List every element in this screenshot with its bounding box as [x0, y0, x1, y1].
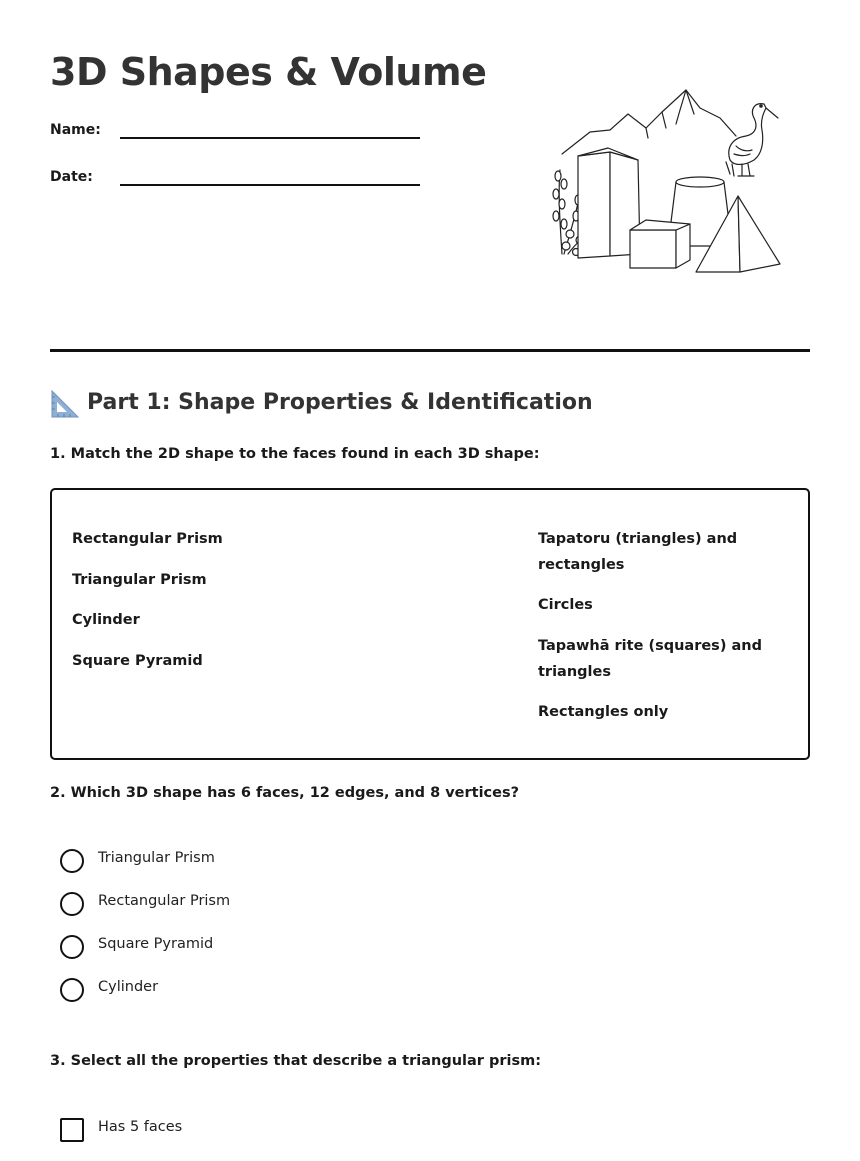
- q2-option-label: Square Pyramid: [98, 936, 214, 952]
- date-field: [50, 169, 420, 199]
- checkbox[interactable]: [60, 1118, 84, 1142]
- match-shape-item[interactable]: Square Pyramid: [72, 653, 203, 669]
- matching-box: [50, 488, 810, 760]
- name-label: Name:: [50, 122, 101, 138]
- part1-heading: [50, 388, 810, 420]
- worksheet-title: 3D Shapes & Volume: [50, 50, 487, 94]
- q2-option[interactable]: [60, 977, 460, 1003]
- match-shape-item[interactable]: Rectangular Prism: [72, 531, 223, 547]
- q2-option[interactable]: [60, 848, 460, 874]
- date-label: Date:: [50, 169, 93, 185]
- q2-option[interactable]: [60, 891, 460, 917]
- part1-heading-text: Part 1: Shape Properties & Identification: [87, 390, 593, 415]
- match-face-item[interactable]: Circles: [538, 597, 593, 613]
- name-line[interactable]: [120, 137, 420, 139]
- q2-option[interactable]: [60, 934, 460, 960]
- match-face-item[interactable]: Rectangles only: [538, 704, 669, 720]
- q2-option-label: Rectangular Prism: [98, 893, 231, 909]
- match-face-item[interactable]: Tapawhā rite (squares) and triangles: [538, 638, 762, 680]
- match-shape-item[interactable]: Cylinder: [72, 612, 140, 628]
- question-3-prompt: 3. Select all the properties that describe a triangular prism:: [50, 1053, 542, 1069]
- radio-button[interactable]: [60, 849, 84, 873]
- date-line[interactable]: [120, 184, 420, 186]
- heron-bird-shape: [726, 104, 778, 176]
- q2-option-label: Cylinder: [98, 979, 159, 995]
- radio-button[interactable]: [60, 935, 84, 959]
- q2-option-label: Triangular Prism: [98, 850, 215, 866]
- mountain-shape: [562, 90, 736, 154]
- radio-button[interactable]: [60, 892, 84, 916]
- question-1-prompt: 1. Match the 2D shape to the faces found in each 3D shape:: [50, 446, 540, 462]
- cube-shape: [630, 220, 690, 268]
- match-shape-item[interactable]: Triangular Prism: [72, 572, 207, 588]
- set-square-icon: [50, 389, 80, 419]
- header-divider: [50, 349, 810, 352]
- q3-option[interactable]: [60, 1117, 460, 1143]
- radio-button[interactable]: [60, 978, 84, 1002]
- name-field: [50, 122, 420, 152]
- q3-option-label: Has 5 faces: [98, 1119, 183, 1135]
- match-face-item[interactable]: Tapatoru (triangles) and rectangles: [538, 531, 738, 573]
- shapes-landscape-illustration: [550, 84, 795, 278]
- question-2-prompt: 2. Which 3D shape has 6 faces, 12 edges, and 8 vertices?: [50, 785, 520, 801]
